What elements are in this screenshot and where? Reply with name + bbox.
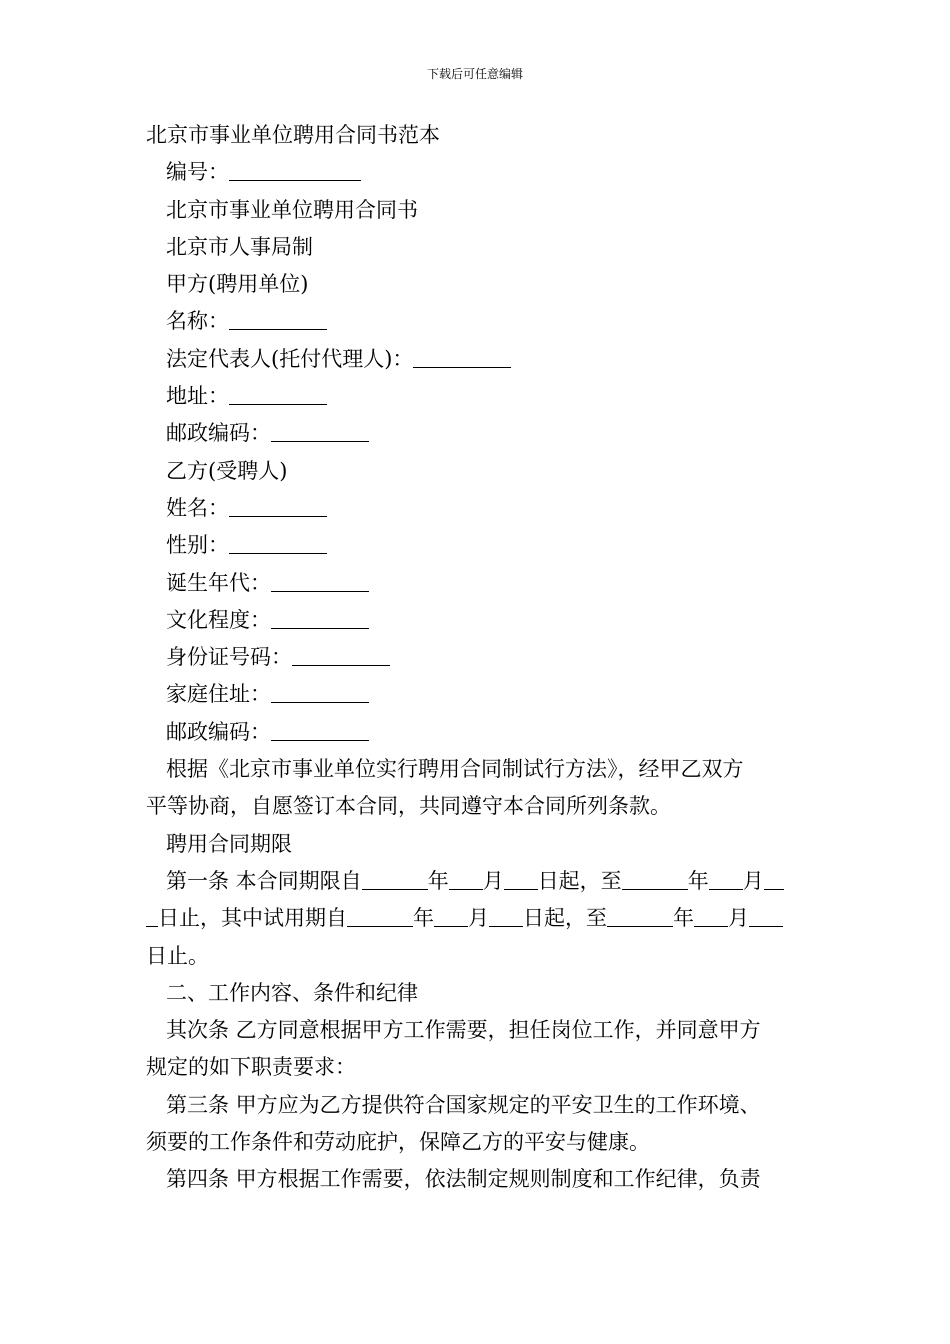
article-1-prefix: 第一条 本合同期限自	[166, 868, 362, 893]
party-b-birth-blank[interactable]	[271, 571, 369, 592]
party-b-address-label: 家庭住址：	[166, 682, 271, 707]
year-label: 年	[687, 868, 709, 893]
end-day-blank-part2[interactable]	[146, 906, 158, 927]
party-b-gender-blank[interactable]	[229, 533, 327, 554]
day-from-label: 日起，至	[537, 868, 622, 893]
article-2-line-1: 其次条 乙方同意根据甲方工作需要，担任岗位工作，并同意甲方	[166, 1018, 761, 1043]
party-b-birth-label: 诞生年代：	[166, 570, 271, 595]
party-b-postcode-blank[interactable]	[271, 720, 369, 741]
start-year-blank[interactable]	[362, 869, 428, 890]
party-a-address-blank[interactable]	[229, 384, 327, 405]
party-a-postcode-label: 邮政编码：	[166, 421, 271, 446]
trial-start-day-blank[interactable]	[489, 906, 523, 927]
article-4-line-1: 第四条 甲方根据工作需要，依法制定规则制度和工作纪律，负责	[166, 1167, 761, 1192]
party-a-name-label: 名称：	[166, 309, 229, 334]
article-2-line-2: 规定的如下职责要求：	[146, 1055, 356, 1080]
start-month-blank[interactable]	[449, 869, 483, 890]
end-day-blank-part1[interactable]	[764, 869, 784, 890]
party-a-postcode-blank[interactable]	[271, 421, 369, 442]
party-b-address-row	[146, 676, 810, 713]
article-1-line-3: 日止。	[146, 943, 209, 968]
party-b-birth-row	[146, 565, 810, 602]
section-1-heading: 聘用合同期限	[166, 831, 292, 856]
party-b-id-label: 身份证号码：	[166, 645, 292, 670]
trial-start-year-blank[interactable]	[347, 906, 413, 927]
month-label: 月	[742, 868, 764, 893]
trial-end-month-blank[interactable]	[694, 906, 728, 927]
party-a-rep-label: 法定代表人(托付代理人)：	[166, 346, 414, 371]
party-b-name-blank[interactable]	[229, 496, 327, 517]
year-label: 年	[673, 906, 694, 931]
day-from-label: 日起，至	[523, 906, 607, 931]
end-month-blank[interactable]	[709, 869, 743, 890]
header-note: 下载后可任意编辑	[426, 67, 523, 81]
contract-number-blank[interactable]	[229, 160, 361, 181]
party-b-education-label: 文化程度：	[166, 607, 271, 632]
month-label: 月	[482, 868, 504, 893]
party-b-id-blank[interactable]	[292, 645, 390, 666]
end-year-blank[interactable]	[622, 869, 688, 890]
party-b-postcode-row	[146, 714, 810, 751]
intro-line-1: 根据《北京市事业单位实行聘用合同制试行方法》，经甲乙双方	[166, 757, 744, 782]
document-title: 北京市事业单位聘用合同书范本	[146, 123, 440, 147]
party-b-name-row	[146, 490, 810, 527]
party-b-name-label: 姓名：	[166, 495, 229, 520]
party-b-heading: 乙方(受聘人)	[166, 458, 288, 483]
trial-label: 日止，其中试用期自	[158, 906, 347, 931]
document-issuer: 北京市人事局制	[166, 234, 313, 259]
article-3-line-1: 第三条 甲方应为乙方提供符合国家规定的平安卫生的工作环境、	[166, 1092, 761, 1117]
party-a-postcode-row	[146, 415, 810, 452]
contract-document	[146, 117, 810, 1199]
section-2-heading: 二、工作内容、条件和纪律	[166, 980, 418, 1005]
trial-end-year-blank[interactable]	[607, 906, 673, 927]
year-label: 年	[427, 868, 449, 893]
party-b-education-blank[interactable]	[271, 608, 369, 629]
trial-end-day-blank[interactable]	[749, 906, 783, 927]
party-a-address-label: 地址：	[166, 384, 229, 409]
year-label: 年	[413, 906, 434, 931]
party-a-name-blank[interactable]	[229, 309, 327, 330]
article-3-line-2: 须要的工作条件和劳动庇护，保障乙方的平安与健康。	[146, 1130, 650, 1155]
party-b-gender-row	[146, 527, 810, 564]
month-label: 月	[468, 906, 489, 931]
party-b-postcode-label: 邮政编码：	[166, 719, 271, 744]
trial-start-month-blank[interactable]	[434, 906, 468, 927]
document-subtitle: 北京市事业单位聘用合同书	[166, 197, 418, 222]
party-b-education-row	[146, 602, 810, 639]
month-label: 月	[728, 906, 749, 931]
contract-number-row	[146, 154, 810, 191]
party-b-id-row	[146, 639, 810, 676]
party-a-address-row	[146, 378, 810, 415]
intro-line-2: 平等协商，自愿签订本合同，共同遵守本合同所列条款。	[146, 794, 671, 819]
party-b-address-blank[interactable]	[271, 682, 369, 703]
party-a-name-row	[146, 303, 810, 340]
contract-number-label: 编号：	[166, 160, 229, 185]
party-b-gender-label: 性别：	[166, 533, 229, 558]
party-a-rep-row	[146, 341, 810, 378]
start-day-blank[interactable]	[504, 869, 538, 890]
party-a-heading: 甲方(聘用单位)	[166, 272, 309, 297]
article-1-line-1	[146, 863, 810, 900]
article-1-line-2	[146, 900, 810, 937]
party-a-rep-blank[interactable]	[413, 347, 511, 368]
